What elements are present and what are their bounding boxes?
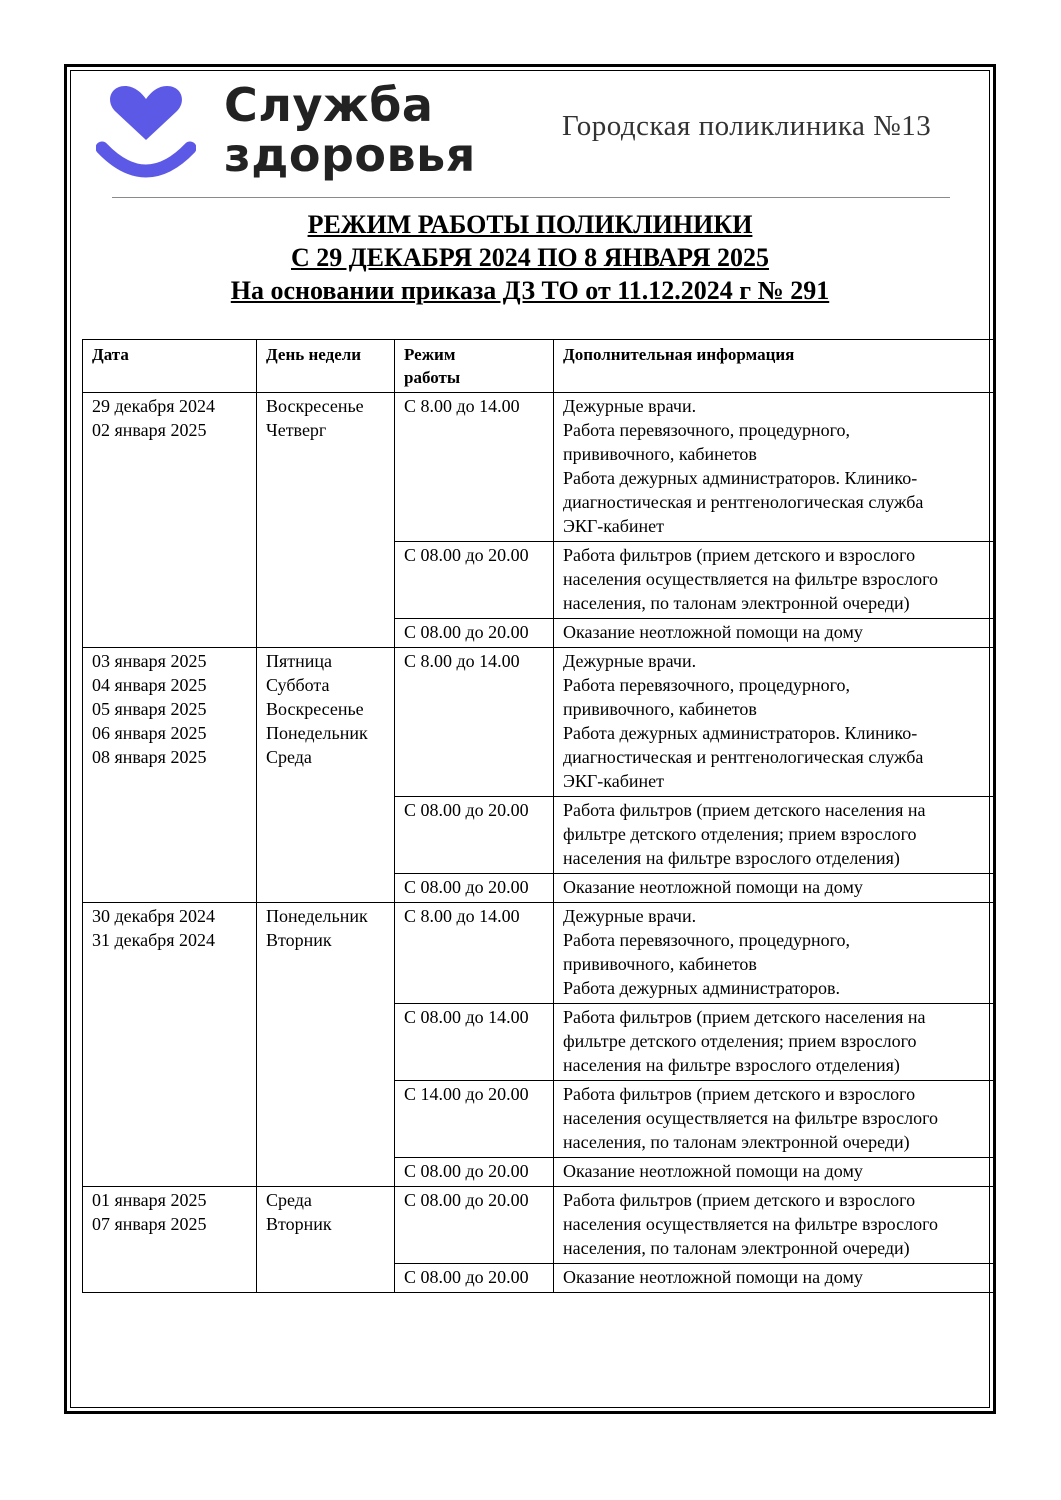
weekday-value: Понедельник [266,723,368,743]
date-value: 02 января 2025 [92,420,207,440]
date-cell [83,903,257,1187]
weekday-value: Среда [266,747,312,767]
info-line: диагностическая и рентгенологическая служба [563,492,924,512]
weekday-value: Вторник [266,930,332,950]
info-cell [554,1158,994,1187]
mode-cell: С 08.00 до 20.00 [395,1158,554,1187]
header-weekday: День недели [257,340,395,393]
brand-line-2: здоровья [224,128,476,182]
info-line: Работа перевязочного, процедурного, [563,420,851,440]
mode-cell: С 8.00 до 14.00 [395,903,554,1004]
info-cell [554,619,994,648]
weekday-cell [257,393,395,648]
weekday-cell [257,1187,395,1293]
info-line: Работа перевязочного, процедурного, [563,675,851,695]
mode-cell: С 8.00 до 14.00 [395,648,554,797]
weekday-value: Среда [266,1190,312,1210]
weekday-cell [257,648,395,903]
info-line: прививочного, кабинетов [563,699,757,719]
info-cell [554,874,994,903]
info-cell [554,542,994,619]
date-cell [83,1187,257,1293]
weekday-value: Суббота [266,675,330,695]
mode-cell: С 08.00 до 20.00 [395,619,554,648]
date-cell [83,393,257,648]
info-line: Работа фильтров (прием детского населения на [563,800,926,820]
info-cell [554,903,994,1004]
mode-cell: С 08.00 до 20.00 [395,1264,554,1293]
info-line: Оказание неотложной помощи на дому [563,1161,863,1181]
info-line: населения, по талонам электронной очереди) [563,1238,910,1258]
date-value: 04 января 2025 [92,675,207,695]
info-line: Оказание неотложной помощи на дому [563,622,863,642]
info-line: ЭКГ-кабинет [563,516,665,536]
mode-cell: С 14.00 до 20.00 [395,1081,554,1158]
title-line-1: РЕЖИМ РАБОТЫ ПОЛИКЛИНИКИ [307,210,753,239]
info-line: Дежурные врачи. [563,396,697,416]
info-line: Работа фильтров (прием детского населения на [563,1007,926,1027]
info-line: населения осуществляется на фильтре взрослого [563,569,939,589]
info-line: населения осуществляется на фильтре взрослого [563,1214,939,1234]
info-cell [554,648,994,797]
info-line: Дежурные врачи. [563,651,697,671]
info-line: прививочного, кабинетов [563,444,757,464]
info-cell [554,393,994,542]
header-divider [112,197,950,198]
brand-line-1: Служба [224,78,434,132]
weekday-value: Вторник [266,1214,332,1234]
date-value: 08 января 2025 [92,747,207,767]
header-mode-line-2: работы [404,368,461,387]
info-line: Оказание неотложной помощи на дому [563,1267,863,1287]
date-cell [83,648,257,903]
date-value: 30 декабря 2024 [92,906,216,926]
header-date: Дата [83,340,257,393]
info-cell [554,1004,994,1081]
info-line: Дежурные врачи. [563,906,697,926]
date-value: 01 января 2025 [92,1190,207,1210]
info-line: Оказание неотложной помощи на дому [563,877,863,897]
mode-cell: С 08.00 до 14.00 [395,1004,554,1081]
weekday-value: Воскресенье [266,699,364,719]
date-value: 07 января 2025 [92,1214,207,1234]
weekday-value: Пятница [266,651,333,671]
weekday-value: Четверг [266,420,327,440]
date-value: 29 декабря 2024 [92,396,216,416]
table-row [83,648,994,797]
header-info: Дополнительная информация [554,340,994,393]
title-line-3: На основании приказа ДЗ ТО от 11.12.2024 г № 291 [230,276,830,305]
mode-cell: С 08.00 до 20.00 [395,1187,554,1264]
mode-cell: С 08.00 до 20.00 [395,542,554,619]
info-line: фильтре детского отделения; прием взрослого [563,1031,917,1051]
weekday-value: Понедельник [266,906,368,926]
schedule-table [82,339,994,1293]
info-cell [554,1081,994,1158]
info-line: населения на фильтре взрослого отделения) [563,848,900,868]
table-row [83,903,994,1004]
info-line: Работа фильтров (прием детского и взрослого [563,1084,916,1104]
header-mode [395,340,554,393]
mode-cell: С 08.00 до 20.00 [395,874,554,903]
info-line: населения осуществляется на фильтре взрослого [563,1108,939,1128]
document-title [70,208,990,307]
brand-name [224,80,476,180]
title-line-2: С 29 ДЕКАБРЯ 2024 ПО 8 ЯНВАРЯ 2025 [291,243,769,272]
info-line: населения, по талонам электронной очереди) [563,1132,910,1152]
info-line: Работа фильтров (прием детского и взрослого [563,545,916,565]
date-value: 31 декабря 2024 [92,930,216,950]
info-line: фильтре детского отделения; прием взрослого [563,824,917,844]
table-header-row [83,340,994,393]
date-value: 06 января 2025 [92,723,207,743]
clinic-name: Городская поликлиника №13 [562,110,932,142]
weekday-cell [257,903,395,1187]
info-line: прививочного, кабинетов [563,954,757,974]
info-line: Работа дежурных администраторов. Клинико- [563,468,918,488]
table-row [83,1187,994,1264]
info-line: населения на фильтре взрослого отделения) [563,1055,900,1075]
info-line: Работа дежурных администраторов. [563,978,840,998]
info-line: ЭКГ-кабинет [563,771,665,791]
info-line: населения, по талонам электронной очереди) [563,593,910,613]
weekday-value: Воскресенье [266,396,364,416]
date-value: 05 января 2025 [92,699,207,719]
info-line: Работа перевязочного, процедурного, [563,930,851,950]
info-line: диагностическая и рентгенологическая служба [563,747,924,767]
heart-logo-icon [96,82,196,182]
mode-cell: С 08.00 до 20.00 [395,797,554,874]
info-line: Работа фильтров (прием детского и взрослого [563,1190,916,1210]
mode-cell: С 8.00 до 14.00 [395,393,554,542]
info-cell [554,1264,994,1293]
info-cell [554,1187,994,1264]
date-value: 03 января 2025 [92,651,207,671]
schedule-body [83,393,994,1293]
info-cell [554,797,994,874]
table-row [83,393,994,542]
header-mode-line-1: Режим [404,345,456,364]
info-line: Работа дежурных администраторов. Клинико- [563,723,918,743]
